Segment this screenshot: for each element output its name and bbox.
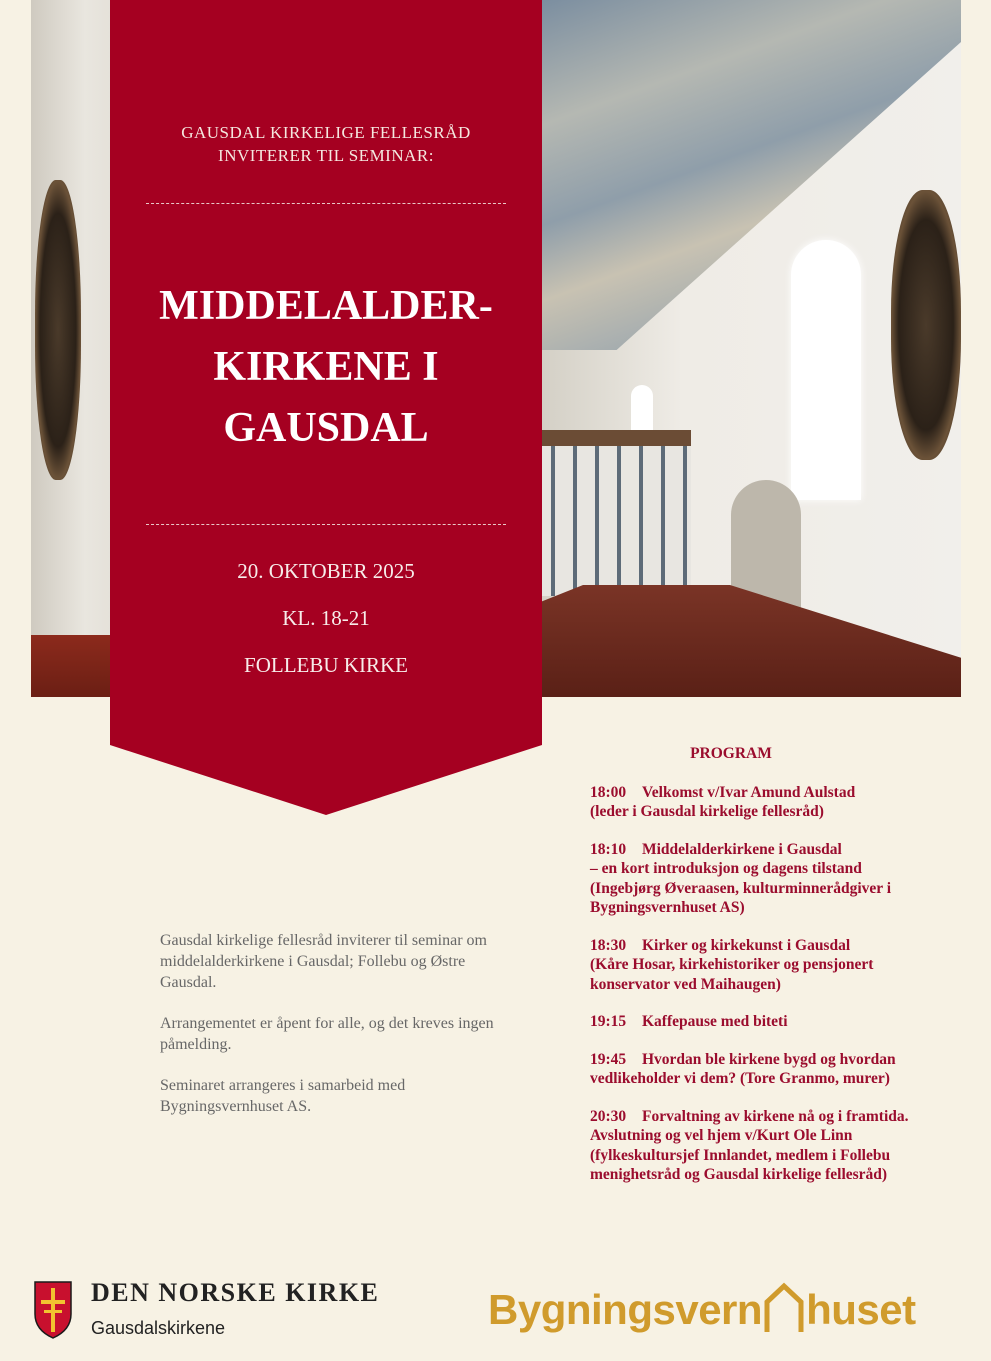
program-time: 18:10 xyxy=(590,840,627,858)
program-line: menighetsråd og Gausdal kirkelige fellesråd) xyxy=(590,1166,888,1183)
event-time: KL. 18-21 xyxy=(282,606,370,630)
program-line: (fylkeskultursjef Innlandet, medlem i Follebu xyxy=(590,1146,891,1164)
choir-screen xyxy=(541,430,691,596)
intro-paragraph-3: Seminaret arrangeres i samarbeid med Bygningsvernhuset AS. xyxy=(160,1077,406,1115)
program-time: 19:45 xyxy=(590,1050,627,1068)
seminar-title xyxy=(110,276,542,459)
program-line: Forvaltning av kirkene nå og i framtida. xyxy=(642,1107,909,1125)
program-line: Velkomst v/Ivar Amund Aulstad xyxy=(642,783,856,801)
program-line: – en kort introduksjon og dagens tilstand xyxy=(590,860,862,877)
program-line: Avslutning og vel hjem v/Kurt Ole Linn xyxy=(590,1127,853,1144)
invite-line-2: INVITERER TIL SEMINAR: xyxy=(218,146,434,165)
program-time: 20:30 xyxy=(590,1107,627,1125)
program-item xyxy=(590,1050,960,1089)
bv-logo-part2: huset xyxy=(806,1286,916,1333)
invite-heading xyxy=(110,121,542,167)
program-line: Kirker og kirkekunst i Gausdal xyxy=(642,936,851,954)
divider-bottom xyxy=(146,524,506,525)
pew-left xyxy=(31,635,111,697)
title-line-3: GAUSDAL xyxy=(223,405,429,451)
program-line: Middelalderkirkene i Gausdal xyxy=(642,840,842,858)
program-line: Kaffepause med biteti xyxy=(642,1013,788,1030)
program-item xyxy=(590,1012,960,1032)
divider-top xyxy=(146,203,506,204)
program-time: 18:00 xyxy=(590,783,627,801)
church-shield-icon xyxy=(33,1280,73,1340)
bv-logo-part1: Bygningsvern xyxy=(488,1286,763,1333)
intro-paragraph-1: Gausdal kirkelige fellesråd inviterer til seminar om middelalderkirkene i Gausdal; Follebu og Østre Gausdal. xyxy=(160,932,487,991)
epitaph-plaque-right xyxy=(891,190,961,460)
program-line: (Kåre Hosar, kirkehistoriker og pensjonert xyxy=(590,956,874,973)
program-line: Bygningsvernhuset AS) xyxy=(590,899,745,916)
house-icon xyxy=(764,1282,804,1334)
dnk-name: DEN NORSKE KIRKE xyxy=(91,1278,380,1307)
epitaph-plaque-left xyxy=(35,180,81,480)
intro-text xyxy=(160,930,500,1137)
program-title: PROGRAM xyxy=(690,745,772,762)
program-line: Hvordan ble kirkene bygd og hvordan xyxy=(642,1050,896,1068)
invite-line-1: GAUSDAL KIRKELIGE FELLESRÅD xyxy=(181,123,471,142)
bygningsvernhuset-logo xyxy=(488,1282,916,1334)
program-item xyxy=(590,1107,960,1185)
title-line-1: MIDDELALDER- xyxy=(159,283,493,329)
program-line: (leder i Gausdal kirkelige fellesråd) xyxy=(590,803,824,820)
program-item xyxy=(590,783,960,822)
program-line: konservator ved Maihaugen) xyxy=(590,975,781,993)
church-pews xyxy=(541,585,961,697)
program-item xyxy=(590,936,960,995)
dnk-subtitle: Gausdalskirkene xyxy=(91,1318,226,1338)
program-time: 19:15 xyxy=(590,1013,627,1030)
church-window xyxy=(791,240,861,500)
program-line: (Ingebjørg Øveraasen, kulturminnerådgiver i xyxy=(590,879,892,897)
program-line: vedlikeholder vi dem? (Tore Granmo, murer) xyxy=(590,1070,890,1087)
event-place: FOLLEBU KIRKE xyxy=(244,653,408,677)
title-line-2: KIRKENE I xyxy=(213,344,439,390)
program-section xyxy=(590,744,960,1203)
event-date: 20. OKTOBER 2025 xyxy=(237,559,415,583)
program-time: 18:30 xyxy=(590,936,627,954)
intro-paragraph-2: Arrangementet er åpent for alle, og det kreves ingen påmelding. xyxy=(160,1015,494,1053)
program-item xyxy=(590,840,960,918)
